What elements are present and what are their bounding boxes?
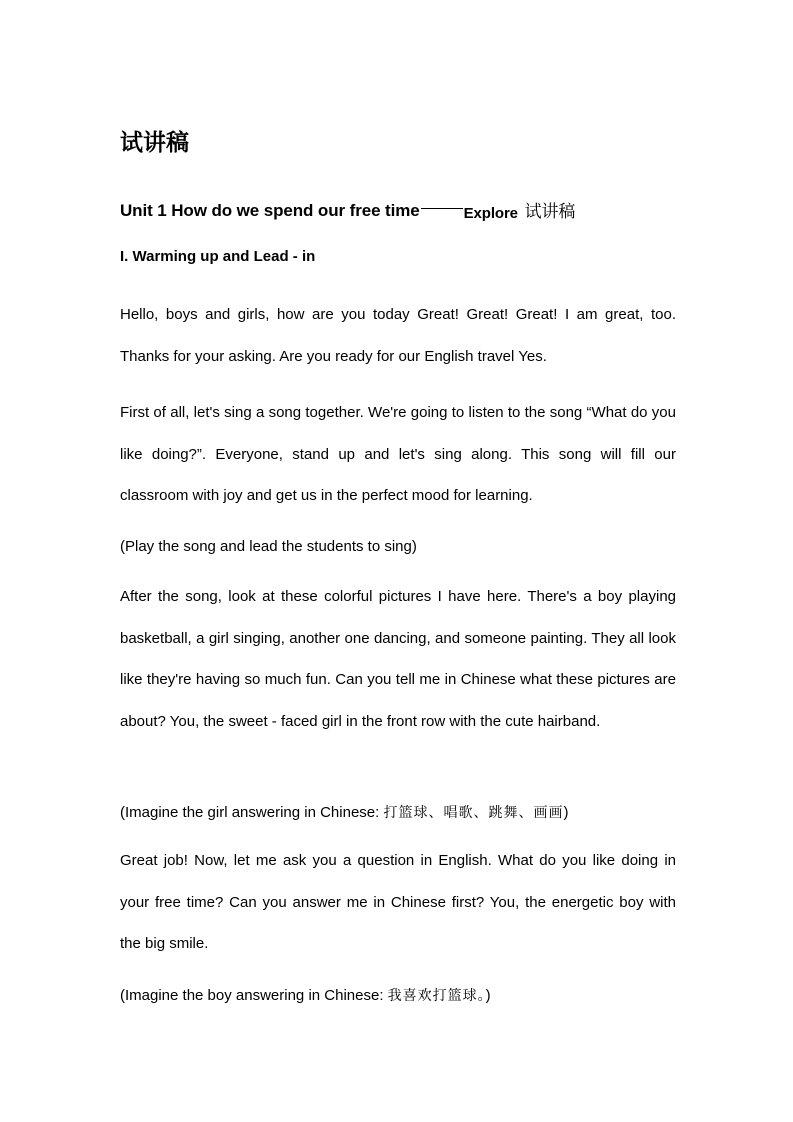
unit-title-main: Unit 1 How do we spend our free time xyxy=(120,201,420,220)
unit-title-explore: Explore xyxy=(463,205,518,222)
document-title: 试讲稿 xyxy=(120,130,189,156)
paragraph-girl-answer xyxy=(120,802,568,822)
paragraph-song-intro: First of all, let's sing a song together. We're going to listen to the song “What do you like doing?”. Everyone, stand up and let's sing along. This song will fill our classroom with joy and get us in the perfect mood for learning. xyxy=(120,404,676,505)
em-dash-divider xyxy=(421,208,463,209)
paragraph-boy-answer xyxy=(120,985,491,1005)
boy-answer-suffix: ) xyxy=(485,987,491,1004)
paragraph-question: Great job! Now, let me ask you a question in English. What do you like doing in your free time? Can you answer me in Chinese first? You, the energetic boy with the big smile. xyxy=(120,852,676,953)
girl-answer-chinese: 打篮球、唱歌、跳舞、画画 xyxy=(383,805,564,821)
unit-title xyxy=(120,196,575,221)
paragraph-greeting: Hello, boys and girls, how are you today Great! Great! Great! I am great, too. Thanks for your asking. Are you ready for our English travel Yes. xyxy=(120,306,676,365)
paragraph-play-song: (Play the song and lead the students to sing) xyxy=(120,538,417,555)
section-heading: I. Warming up and Lead - in xyxy=(120,248,316,265)
unit-title-chinese: 试讲稿 xyxy=(524,202,576,222)
paragraph-pictures: After the song, look at these colorful pictures I have here. There's a boy playing basketball, a girl singing, another one dancing, and someone painting. They all look like they're having so much fun. Can you tell me in Chinese what these pictures are about? You, the sweet - faced girl in the front row with the cute hairband. xyxy=(120,588,676,730)
boy-answer-prefix: (Imagine the boy answering in Chinese: xyxy=(120,987,388,1004)
girl-answer-prefix: (Imagine the girl answering in Chinese: xyxy=(120,804,384,821)
girl-answer-suffix: ) xyxy=(563,804,569,821)
boy-answer-chinese: 我喜欢打篮球。 xyxy=(387,988,486,1004)
